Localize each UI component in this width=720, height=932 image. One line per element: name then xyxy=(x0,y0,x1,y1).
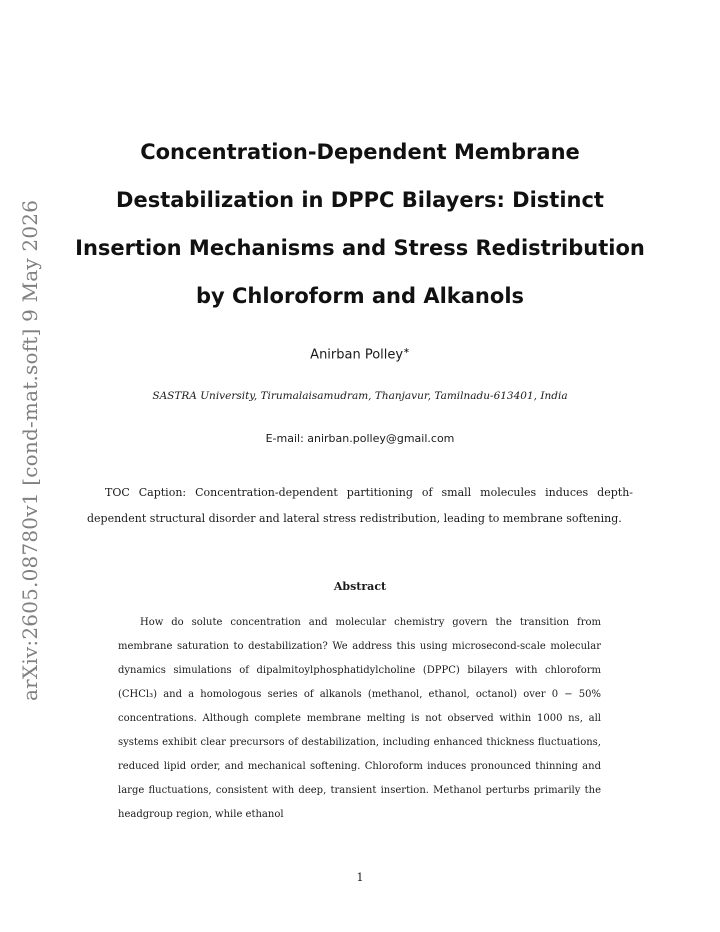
page-number: 1 xyxy=(356,871,364,884)
abstract-text: How do solute concentration and molecular chemistry govern the transition from membrane saturation to destabilization? We address this using microsecond-scale molecular dynamics simulations of dipalmitoylphosphatidylcholine (DPPC) bilayers with chloroform (CHCl₃) and a homologous series of alkanols (methanol, ethanol, octanol) over 0 − 50% concentrations. Although complete membrane melting is not observed within 1000 ns, all systems exhibit clear precursors of destabilization, including enhanced thickness fluctuations, reduced lipid order, and mechanical softening. Chloroform induces pronounced thinning and large fluctuations, consistent with deep, transient insertion. Methanol perturbs primarily the headgroup region, while ethanol xyxy=(118,617,601,820)
author-name: Anirban Polley xyxy=(310,347,404,363)
author-email: E-mail: anirban.polley@gmail.com xyxy=(265,432,455,445)
title-line: Destabilization in DPPC Bilayers: Distinct xyxy=(116,188,604,212)
title-line: Concentration-Dependent Membrane xyxy=(140,140,580,164)
paper-title xyxy=(60,128,660,320)
arxiv-identifier: arXiv:2605.08780v1 [cond-mat.soft] 9 May 2026 xyxy=(18,199,42,701)
author-footnote-mark: ∗ xyxy=(403,346,410,355)
abstract-heading: Abstract xyxy=(333,580,387,593)
toc-caption: TOC Caption: Concentration-dependent partitioning of small molecules induces depth-dependent structural disorder and lateral stress redistribution, leading to membrane softening. xyxy=(87,486,633,525)
author xyxy=(60,346,660,362)
title-line: Insertion Mechanisms and Stress Redistribution xyxy=(75,236,645,260)
affiliation: SASTRA University, Tirumalaisamudram, Thanjavur, Tamilnadu-613401, India xyxy=(152,390,568,402)
title-line: by Chloroform and Alkanols xyxy=(195,284,525,308)
